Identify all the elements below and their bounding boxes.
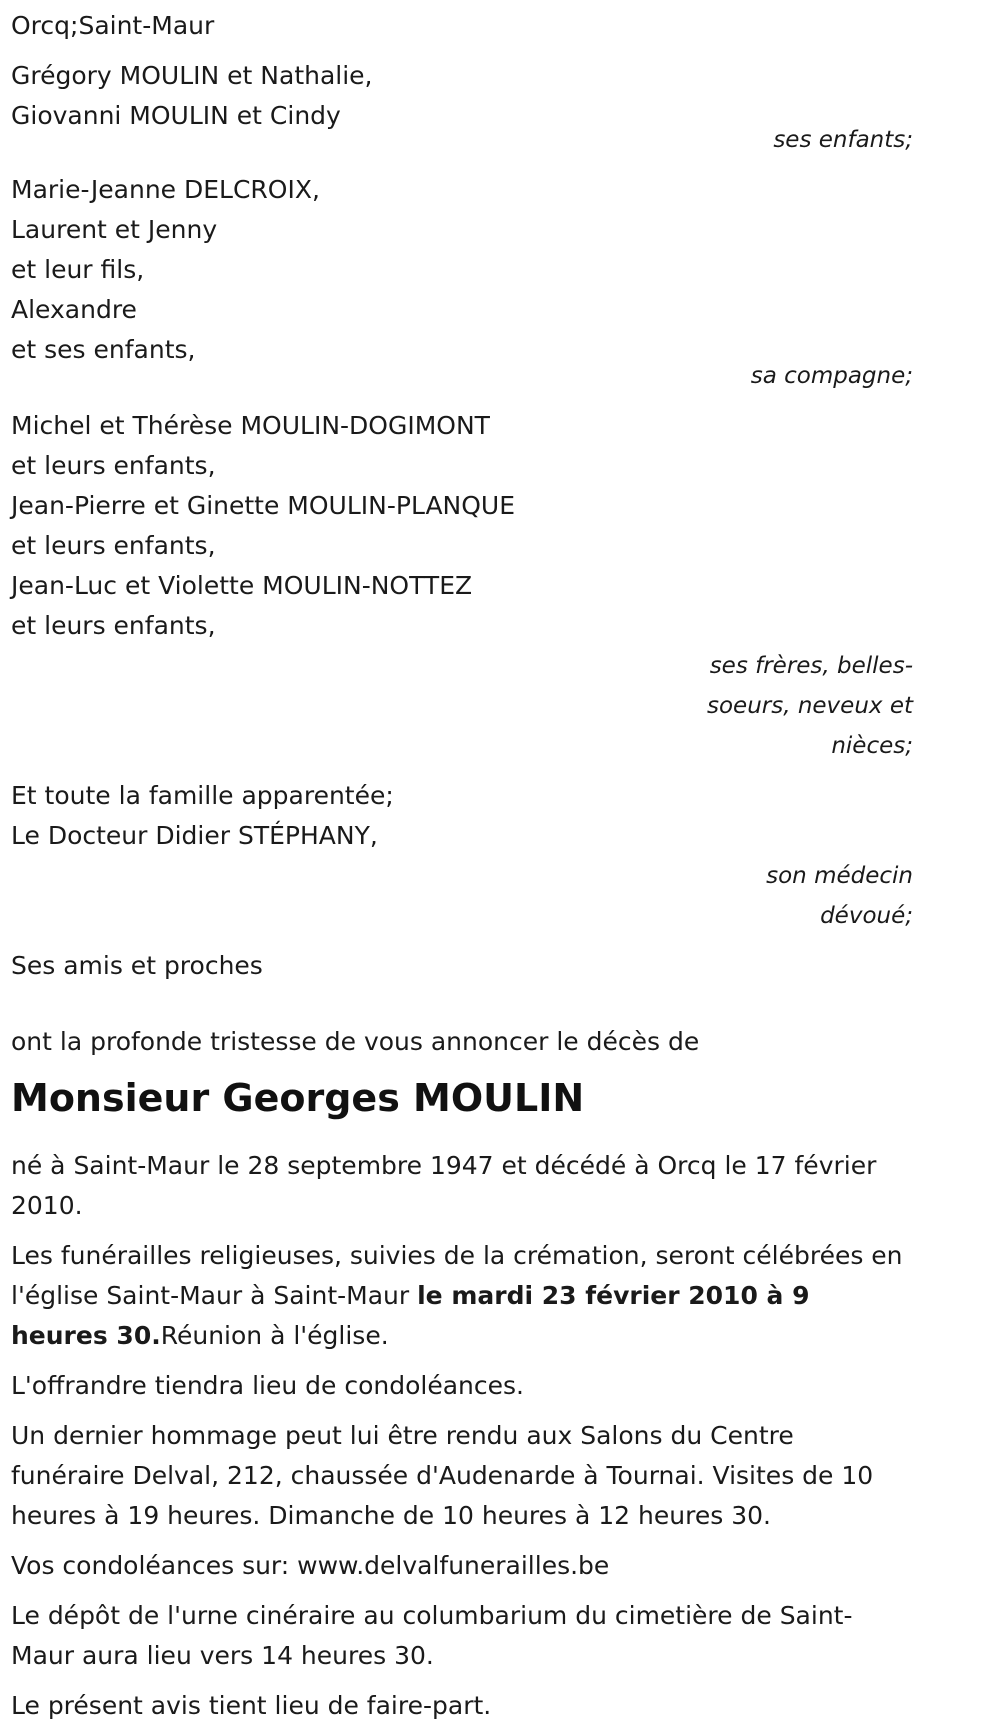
friends-group	[11, 946, 913, 986]
condolences-paragraph: Vos condoléances sur: www.delvalfunerailles.be	[11, 1551, 610, 1580]
relation-label: nièces;	[831, 733, 913, 759]
relation-label: dévoué;	[820, 903, 913, 929]
family-member-line: Alexandre	[11, 295, 137, 324]
family-member-line: Et toute la famille apparentée;	[11, 781, 394, 810]
family-member-line: Laurent et Jenny	[11, 215, 218, 244]
family-group-doctor	[11, 776, 913, 936]
location-line: Orcq;Saint-Maur	[11, 11, 215, 40]
offering-paragraph: L'offrandre tiendra lieu de condoléances.	[11, 1371, 524, 1400]
family-member-line: Michel et Thérèse MOULIN-DOGIMONT	[11, 411, 490, 440]
family-member-line: Jean-Pierre et Ginette MOULIN-PLANQUE	[11, 491, 516, 520]
family-member-line: Giovanni MOULIN et Cindy	[11, 101, 341, 130]
family-member-line: Le Docteur Didier STÉPHANY,	[11, 821, 378, 850]
family-member-line: et ses enfants,	[11, 335, 196, 364]
notice-paragraph: Le présent avis tient lieu de faire-part.	[11, 1691, 492, 1720]
family-member-line: Grégory MOULIN et Nathalie,	[11, 61, 373, 90]
birth-death-paragraph: né à Saint-Maur le 28 septembre 1947 et décédé à Orcq le 17 février 2010.	[11, 1151, 877, 1220]
family-group-children	[11, 56, 913, 160]
funeral-outro: Réunion à l'église.	[160, 1321, 389, 1350]
relation-label: ses enfants;	[773, 127, 913, 153]
announcement-line: ont la profonde tristesse de vous annoncer le décès de	[11, 1027, 700, 1056]
family-member-line: et leurs enfants,	[11, 451, 216, 480]
tribute-paragraph: Un dernier hommage peut lui être rendu aux Salons du Centre funéraire Delval, 212, chaussée d'Audenarde à Tournai. Visites de 10 heures à 19 heures. Dimanche de 10 heures à 12 heures 30.	[11, 1421, 874, 1530]
family-member-line: Marie-Jeanne DELCROIX,	[11, 175, 320, 204]
family-group-siblings	[11, 406, 913, 766]
family-member-line: et leurs enfants,	[11, 531, 216, 560]
relation-label: sa compagne;	[750, 363, 913, 389]
relation-label: soeurs, neveux et	[706, 693, 913, 719]
deceased-name: Monsieur Georges MOULIN	[11, 1076, 585, 1120]
funeral-date: le mardi 23 février 2010 à 9 heures 30.	[11, 1281, 810, 1350]
urn-paragraph: Le dépôt de l'urne cinéraire au columbarium du cimetière de Saint-Maur aura lieu vers 14 heures 30.	[11, 1601, 853, 1670]
funeral-intro: Les funérailles religieuses, suivies de la crémation, seront célébrées en l'église Saint-Maur à Saint-Maur	[11, 1241, 903, 1310]
relation-label: ses frères, belles-	[709, 653, 913, 679]
relation-label: son médecin	[766, 863, 913, 889]
family-member-line: et leur fils,	[11, 255, 145, 284]
obituary-content	[11, 6, 913, 1726]
family-member-line: Jean-Luc et Violette MOULIN-NOTTEZ	[11, 571, 473, 600]
spacer	[11, 986, 913, 1022]
friends-line: Ses amis et proches	[11, 951, 263, 980]
funeral-paragraph	[11, 1236, 913, 1356]
family-member-line: et leurs enfants,	[11, 611, 216, 640]
family-group-companion	[11, 170, 913, 396]
